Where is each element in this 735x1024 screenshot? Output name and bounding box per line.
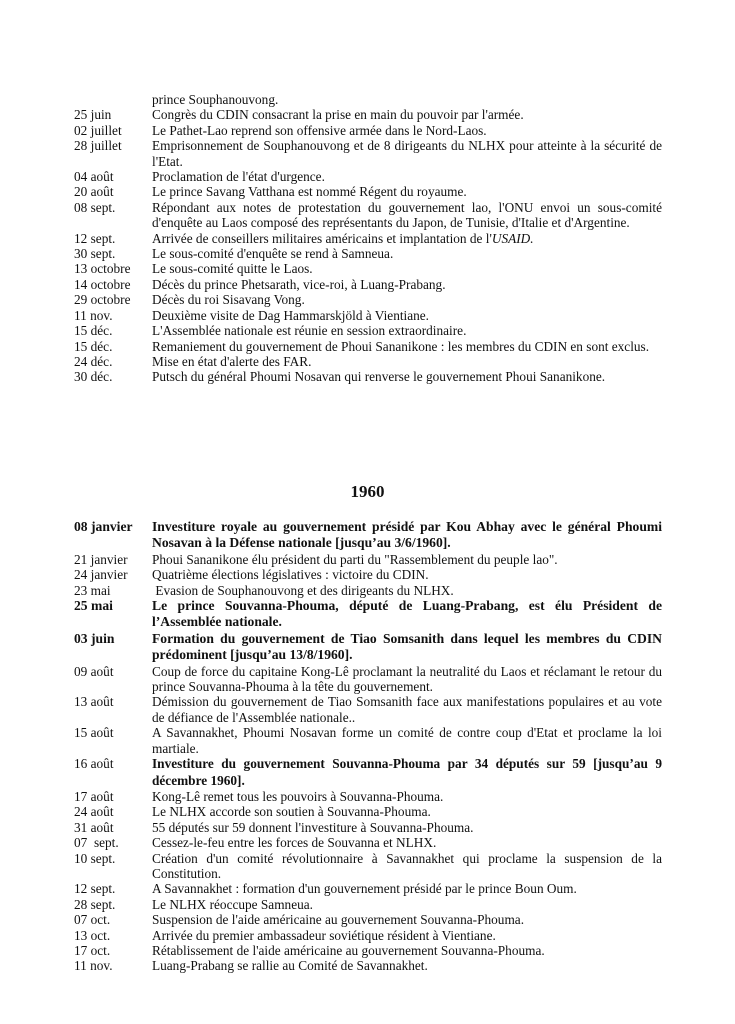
entry-text: prince Souphanouvong. xyxy=(152,92,279,107)
entry-text: Formation du gouvernement de Tiao Somsanith dans lequel les membres du CDIN prédominent [jusqu’au 13/8/1960]. xyxy=(152,630,662,663)
entry-row xyxy=(74,835,662,850)
entry-date: 08 sept. xyxy=(74,199,116,215)
entry-text: Mise en état d'alerte des FAR. xyxy=(152,353,312,369)
entry-row xyxy=(74,308,662,323)
entry-row xyxy=(74,107,662,122)
entry-date: 17 oct. xyxy=(74,942,111,958)
entry-text: Phoui Sananikone élu président du parti du "Rassemblement du peuple lao". xyxy=(152,551,558,567)
entry-row xyxy=(74,323,662,338)
entry-row xyxy=(74,725,662,756)
entry-date: 29 octobre xyxy=(74,292,131,308)
entry-row xyxy=(74,184,662,199)
entry-date: 12 sept. xyxy=(74,881,116,897)
entry-date: 30 sept. xyxy=(74,246,116,262)
entry-date: 16 août xyxy=(74,756,114,772)
entry-text: Répondant aux notes de protestation du gouvernement lao, l'ONU envoi un sous-comité d'enquête au Laos composé des représentants du Japon, de Tunisie, d'Italie et d'Argentine. xyxy=(152,199,662,231)
entry-text-main: Arrivée de conseillers militaires américains et implantation de l' xyxy=(152,230,492,246)
entry-date: 13 oct. xyxy=(74,927,111,943)
entry-row xyxy=(74,277,662,292)
entry-text: Suspension de l'aide américaine au gouvernement Souvanna-Phouma. xyxy=(152,912,525,928)
entry-text: Le NLHX réoccupe Samneua. xyxy=(152,896,313,912)
entry-date: 09 août xyxy=(74,663,114,679)
entry-date: 21 janvier xyxy=(74,551,128,567)
entry-text: Décès du roi Sisavang Vong. xyxy=(152,292,305,308)
entry-row xyxy=(74,231,662,246)
entry-text: Décès du prince Phetsarath, vice-roi, à Luang-Prabang. xyxy=(152,276,446,292)
entry-text: Le NLHX accorde son soutien à Souvanna-Phouma. xyxy=(152,804,431,820)
entry-date: 10 sept. xyxy=(74,850,116,866)
entry-row xyxy=(74,369,662,384)
entry-text: Deuxième visite de Dag Hammarskjöld à Vientiane. xyxy=(152,307,430,323)
entry-row xyxy=(74,664,662,695)
entry-row xyxy=(74,789,662,804)
entry-row xyxy=(74,897,662,912)
entry-text-italic: USAID. xyxy=(491,230,534,246)
entry-text: Quatrième élections législatives : victoire du CDIN. xyxy=(152,567,429,583)
entry-text: Cessez-le-feu entre les forces de Souvanna et NLHX. xyxy=(152,835,437,851)
entry-text: Le prince Souvanna-Phouma, député de Luang-Prabang, est élu Président de l’Assemblée nationale. xyxy=(152,598,662,630)
entry-text xyxy=(152,231,662,246)
entry-row xyxy=(74,354,662,369)
entry-date: 25 juin xyxy=(74,107,112,123)
entry-row xyxy=(74,958,662,973)
entry-row xyxy=(74,756,662,789)
entry-text: Investiture du gouvernement Souvanna-Phouma par 34 députés sur 59 [jusqu’au 9 décembre 1960]. xyxy=(152,756,662,788)
entry-row xyxy=(74,820,662,835)
chronology-1959 xyxy=(74,92,662,385)
entry-date: 23 mai xyxy=(74,582,111,598)
entry-date: 14 octobre xyxy=(74,276,131,292)
entry-row xyxy=(74,339,662,354)
entry-row xyxy=(74,583,662,598)
entry-date: 07 oct. xyxy=(74,912,111,928)
entry-row xyxy=(74,519,662,552)
entry-row xyxy=(74,200,662,231)
entry-row xyxy=(74,881,662,896)
entry-row xyxy=(74,943,662,958)
entry-row xyxy=(74,928,662,943)
entry-date: 30 déc. xyxy=(74,369,113,385)
entry-date: 15 déc. xyxy=(74,323,113,339)
entry-row xyxy=(74,598,662,631)
entry-text: A Savannakhet, Phoumi Nosavan forme un comité de contre coup d'Etat et proclame la loi martiale. xyxy=(152,725,662,756)
continuation-row xyxy=(74,92,662,107)
entry-text: Proclamation de l'état d'urgence. xyxy=(152,169,325,185)
entry-text: 55 députés sur 59 donnent l'investiture à Souvanna-Phouma. xyxy=(152,819,474,835)
entry-date: 28 juillet xyxy=(74,138,122,154)
entry-row xyxy=(74,123,662,138)
entry-date: 24 déc. xyxy=(74,353,113,369)
entry-date: 20 août xyxy=(74,184,114,200)
entry-date: 02 juillet xyxy=(74,122,122,138)
entry-text: Arrivée du premier ambassadeur soviétique résident à Vientiane. xyxy=(152,927,496,943)
entry-text: Evasion de Souphanouvong et des dirigeants du NLHX. xyxy=(152,582,454,598)
entry-text: Congrès du CDIN consacrant la prise en main du pouvoir par l'armée. xyxy=(152,107,524,123)
entry-text: Remaniement du gouvernement de Phoui Sananikone : les membres du CDIN en sont exclus. xyxy=(152,338,650,354)
entry-text: Le sous-comité d'enquête se rend à Samneua. xyxy=(152,246,394,262)
entry-text: A Savannakhet : formation d'un gouvernement présidé par le prince Boun Oum. xyxy=(152,881,577,897)
entry-date: 15 déc. xyxy=(74,338,113,354)
entry-date: 24 janvier xyxy=(74,567,128,583)
entry-date: 15 août xyxy=(74,725,114,741)
entry-row xyxy=(74,567,662,582)
entry-text: Coup de force du capitaine Kong-Lê proclamant la neutralité du Laos et réclamant le retour du prince Souvanna-Phouma à la tête du gouvernement. xyxy=(152,663,662,695)
entry-text: Création d'un comité révolutionnaire à Savannakhet qui proclame la suspension de la Constitution. xyxy=(152,850,662,881)
entry-date: 04 août xyxy=(74,169,114,185)
entry-row xyxy=(74,851,662,882)
entry-date: 11 nov. xyxy=(74,958,113,974)
entry-row xyxy=(74,292,662,307)
entry-text: Rétablissement de l'aide américaine au gouvernement Souvanna-Phouma. xyxy=(152,942,545,958)
entry-text: Putsch du général Phoumi Nosavan qui renverse le gouvernement Phoui Sananikone. xyxy=(152,369,606,385)
entry-row xyxy=(74,169,662,184)
entry-row xyxy=(74,804,662,819)
entry-date: 07 sept. xyxy=(74,835,119,851)
entry-date: 12 sept. xyxy=(74,230,116,246)
entry-text: Démission du gouvernement de Tiao Somsanith face aux manifestations populaires et au vote de défiance de l'Assemblée nationale.. xyxy=(152,694,662,725)
entry-date: 17 août xyxy=(74,788,114,804)
entry-row xyxy=(74,694,662,725)
entry-text: Le sous-comité quitte le Laos. xyxy=(152,261,313,277)
entry-row xyxy=(74,261,662,276)
entry-text: Kong-Lê remet tous les pouvoirs à Souvanna-Phouma. xyxy=(152,788,444,804)
entry-date: 13 août xyxy=(74,694,114,710)
entry-row xyxy=(74,138,662,169)
entry-text: Le prince Savang Vatthana est nommé Régent du royaume. xyxy=(152,184,467,200)
entry-row xyxy=(74,631,662,664)
entry-date: 13 octobre xyxy=(74,261,131,277)
entry-date: 25 mai xyxy=(74,598,113,614)
year-heading: 1960 xyxy=(350,482,385,501)
entry-date: 28 sept. xyxy=(74,896,116,912)
entry-date: 11 nov. xyxy=(74,307,113,323)
chronology-1960 xyxy=(74,519,662,974)
entry-text: L'Assemblée nationale est réunie en session extraordinaire. xyxy=(152,323,467,339)
entry-date: 03 juin xyxy=(74,630,115,646)
entry-text: Luang-Prabang se rallie au Comité de Savannakhet. xyxy=(152,958,428,974)
entry-date: 24 août xyxy=(74,804,114,820)
entry-row xyxy=(74,912,662,927)
entry-date: 31 août xyxy=(74,819,114,835)
entry-date: 08 janvier xyxy=(74,519,133,534)
entry-text: Emprisonnement de Souphanouvong et de 8 dirigeants du NLHX pour atteinte à la sécurité de l'Etat. xyxy=(152,138,662,169)
entry-text: Le Pathet-Lao reprend son offensive armée dans le Nord-Laos. xyxy=(152,122,487,138)
entry-text: Investiture royale au gouvernement présidé par Kou Abhay avec le général Phoumi Nosavan à la Défense nationale [jusqu’au 3/6/1960]. xyxy=(152,519,662,551)
entry-row xyxy=(74,246,662,261)
entry-row xyxy=(74,552,662,567)
